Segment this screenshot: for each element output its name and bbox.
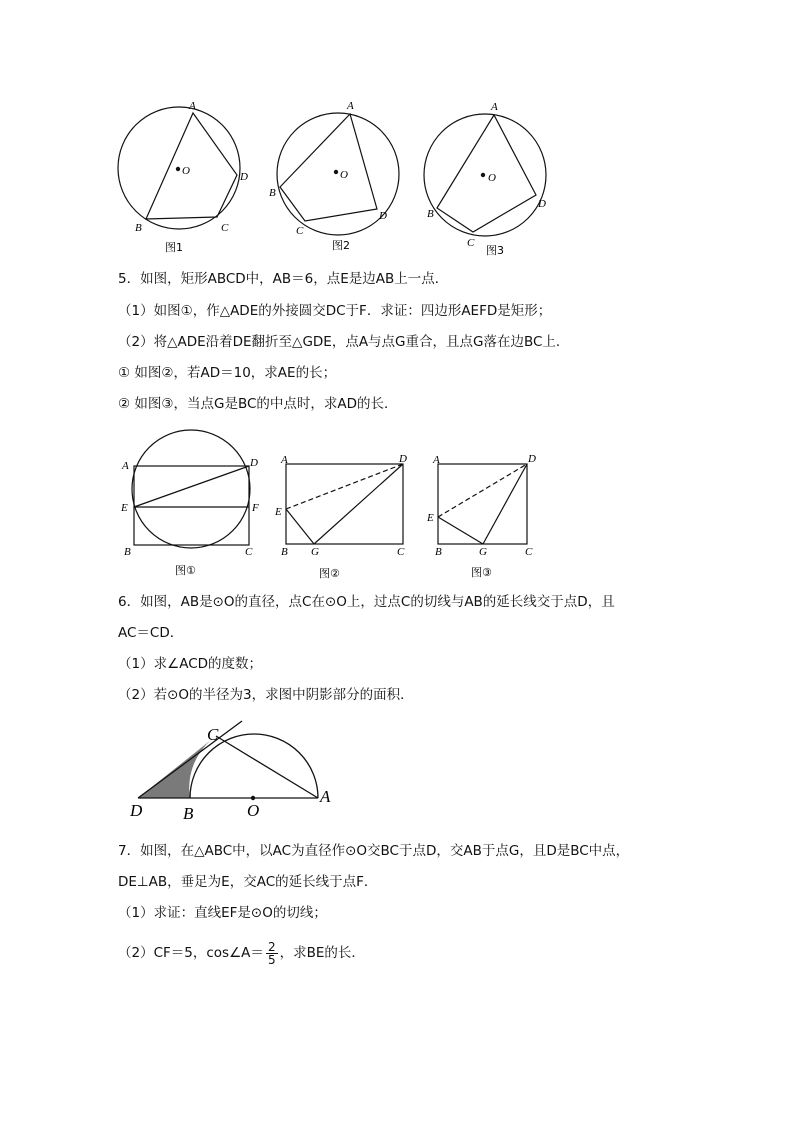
fraction: [266, 941, 278, 966]
problem6-part1: （1）求∠ACD的度数；: [118, 656, 263, 672]
problem5-sub2: ② 如图③，当点G是BC的中点时，求AD的长．: [118, 396, 398, 412]
svg-text:C: C: [221, 222, 229, 234]
svg-text:D: D: [250, 457, 258, 469]
caption-fig2: 图2: [332, 239, 350, 252]
caption-fig1: 图1: [165, 241, 183, 254]
problem6-stem: 6．如图，AB是⊙O的直径，点C在⊙O上，过点C的切线与AB的延长线交于点D，且: [118, 594, 615, 610]
svg-text:B: B: [269, 187, 276, 199]
svg-text:A: A: [189, 100, 196, 112]
problem7-part1: （1）求证：直线EF是⊙O的切线；: [118, 905, 327, 921]
figure-5-1: [120, 430, 259, 577]
svg-text:A: A: [347, 100, 354, 112]
svg-text:O: O: [488, 172, 496, 184]
fraction-numerator: 2: [267, 939, 276, 954]
svg-text:C: C: [397, 546, 405, 558]
svg-text:D: D: [538, 198, 546, 210]
figure-1: [118, 100, 248, 254]
svg-text:A: A: [433, 454, 440, 466]
fraction-denominator: 5: [267, 952, 276, 967]
svg-text:O: O: [247, 801, 260, 820]
problem5-figures: [115, 425, 555, 585]
svg-text:E: E: [427, 512, 434, 524]
svg-text:C: C: [525, 546, 533, 558]
svg-text:D: D: [240, 171, 248, 183]
svg-text:D: D: [130, 801, 143, 820]
svg-text:B: B: [135, 222, 142, 234]
svg-text:B: B: [124, 546, 131, 558]
caption-fig5-3: 图③: [471, 566, 492, 579]
problem7-part2-prefix: （2）CF＝5，cos∠A＝: [118, 945, 264, 961]
svg-text:A: A: [491, 101, 498, 113]
figure-5-2: [274, 453, 407, 580]
svg-text:B: B: [435, 546, 442, 558]
problem7-stem: 7．如图，在△ABC中，以AC为直径作⊙O交BC于点D，交AB于点G，且D是BC中点，: [118, 843, 630, 859]
svg-text:D: D: [528, 453, 536, 465]
svg-text:A: A: [122, 460, 129, 472]
svg-text:G: G: [479, 546, 487, 558]
svg-text:A: A: [320, 787, 331, 806]
svg-text:A: A: [281, 454, 288, 466]
figure-row-1: [110, 95, 560, 265]
figure-3: [424, 101, 546, 257]
svg-text:E: E: [275, 506, 282, 518]
svg-text:F: F: [252, 502, 259, 514]
problem6-stem2: AC＝CD．: [118, 625, 184, 641]
problem6-figure: [125, 718, 345, 828]
svg-text:B: B: [183, 804, 194, 823]
svg-text:O: O: [340, 169, 348, 181]
problem7-part2-suffix: ，求BE的长．: [279, 945, 365, 961]
svg-text:D: D: [379, 210, 387, 222]
svg-text:C: C: [245, 546, 253, 558]
svg-text:C: C: [207, 725, 219, 744]
caption-fig3: 图3: [486, 244, 504, 257]
svg-text:D: D: [399, 453, 407, 465]
problem5-part2: （2）将△ADE沿着DE翻折至△GDE，点A与点G重合，且点G落在边BC上．: [118, 334, 570, 350]
problem5-stem: 5．如图，矩形ABCD中，AB＝6，点E是边AB上一点．: [118, 271, 449, 287]
svg-text:B: B: [427, 208, 434, 220]
svg-text:C: C: [296, 225, 304, 237]
problem6-part2: （2）若⊙O的半径为3，求图中阴影部分的面积．: [118, 687, 414, 703]
figure-5-3: [426, 453, 536, 579]
svg-text:O: O: [182, 165, 190, 177]
problem7-part2: [118, 936, 365, 970]
caption-fig5-2: 图②: [319, 567, 340, 580]
svg-text:G: G: [311, 546, 319, 558]
caption-fig5-1: 图①: [175, 564, 196, 577]
svg-text:B: B: [281, 546, 288, 558]
problem7-stem2: DE⊥AB，垂足为E，交AC的延长线于点F．: [118, 874, 378, 890]
problem5-part1: （1）如图①，作△ADE的外接圆交DC于F．求证：四边形AEFD是矩形；: [118, 303, 552, 319]
problem5-sub1: ① 如图②，若AD＝10，求AE的长；: [118, 365, 337, 381]
svg-text:C: C: [467, 237, 475, 249]
svg-text:E: E: [121, 502, 128, 514]
figure-2: [269, 100, 399, 252]
